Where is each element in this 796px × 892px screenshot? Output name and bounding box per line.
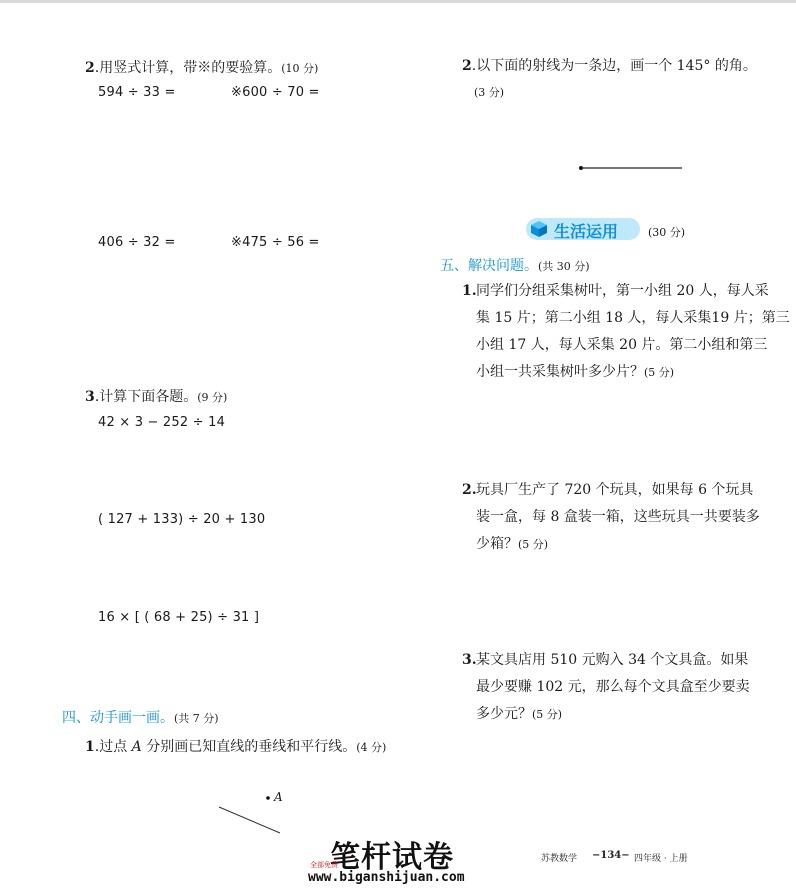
watermark-title: 笔杆试卷 bbox=[330, 840, 454, 875]
watermark-url: www.biganshijuan.com bbox=[308, 870, 465, 885]
footer-grade: 四年级 · 上册 bbox=[634, 854, 688, 864]
problem-1-number: 1. bbox=[462, 283, 477, 299]
division-item: 406 ÷ 32 = bbox=[98, 235, 176, 250]
page-number: −134− bbox=[592, 850, 630, 861]
footer-subject: 苏教数学 bbox=[541, 854, 578, 864]
problem-line: 某文具店用 510 元购入 34 个文具盒。如果 bbox=[476, 652, 749, 668]
problem-2-number: 2. bbox=[462, 482, 477, 498]
problem-3-number: 3. bbox=[462, 652, 477, 668]
section-4-title: 四、动手画一画。(共 7 分) bbox=[62, 710, 219, 726]
problem-line: 同学们分组采集树叶，第一小组 20 人，每人采 bbox=[476, 283, 769, 299]
right-question-2-points: (3 分) bbox=[474, 86, 505, 99]
point-a bbox=[266, 796, 270, 800]
problem-line: 最少要赚 102 元，那么每个文具盒至少要卖 bbox=[476, 679, 750, 695]
cube-icon bbox=[530, 220, 548, 238]
banner-points: (30 分) bbox=[648, 226, 686, 239]
right-question-2-text: 2.以下面的射线为一条边，画一个 145° 的角。 bbox=[462, 58, 757, 74]
point-a-label: A bbox=[274, 790, 283, 804]
expression-item: ( 127 + 133) ÷ 20 + 130 bbox=[98, 512, 266, 527]
division-item: 594 ÷ 33 = bbox=[98, 85, 176, 100]
division-item: ※475 ÷ 56 = bbox=[231, 235, 320, 250]
problem-line: 小组一共采集树叶多少片？(5 分) bbox=[476, 364, 675, 380]
problem-3-text bbox=[476, 647, 750, 728]
question-2-heading: 2.用竖式计算，带※的要验算。(10 分) bbox=[85, 60, 319, 76]
section-5-title: 五、解决问题。(共 30 分) bbox=[440, 258, 590, 274]
expression-item: 42 × 3 − 252 ÷ 14 bbox=[98, 415, 226, 430]
problem-2-text bbox=[476, 477, 760, 558]
problem-line: 玩具厂生产了 720 个玩具，如果每 6 个玩具 bbox=[476, 482, 754, 498]
section-4-question-1: 1.过点 A 分别画已知直线的垂线和平行线。(4 分) bbox=[85, 739, 387, 755]
watermark-tag: 全部免费 bbox=[310, 861, 338, 869]
problem-line: 集 15 片；第二小组 18 人，每人采集19 片；第三 bbox=[476, 310, 790, 326]
ray-figure bbox=[576, 162, 686, 174]
life-application-banner bbox=[526, 218, 640, 240]
given-line bbox=[219, 807, 280, 833]
problem-line: 小组 17 人，每人采集 20 片。第二小组和第三 bbox=[476, 337, 768, 353]
problem-line: 多少元？(5 分) bbox=[476, 706, 563, 722]
top-border bbox=[0, 0, 796, 3]
banner-title: 生活运用 bbox=[554, 222, 619, 241]
problem-line: 装一盒，每 8 盒装一箱，这些玩具一共要装多 bbox=[476, 509, 760, 525]
problem-1-text bbox=[476, 278, 790, 386]
given-line-figure bbox=[200, 785, 300, 845]
problem-line: 少箱？(5 分) bbox=[476, 536, 549, 552]
expression-item: 16 × [ ( 68 + 25) ÷ 31 ] bbox=[98, 610, 260, 625]
question-3-heading: 3.计算下面各题。(9 分) bbox=[85, 389, 228, 405]
division-item: ※600 ÷ 70 = bbox=[231, 85, 320, 100]
